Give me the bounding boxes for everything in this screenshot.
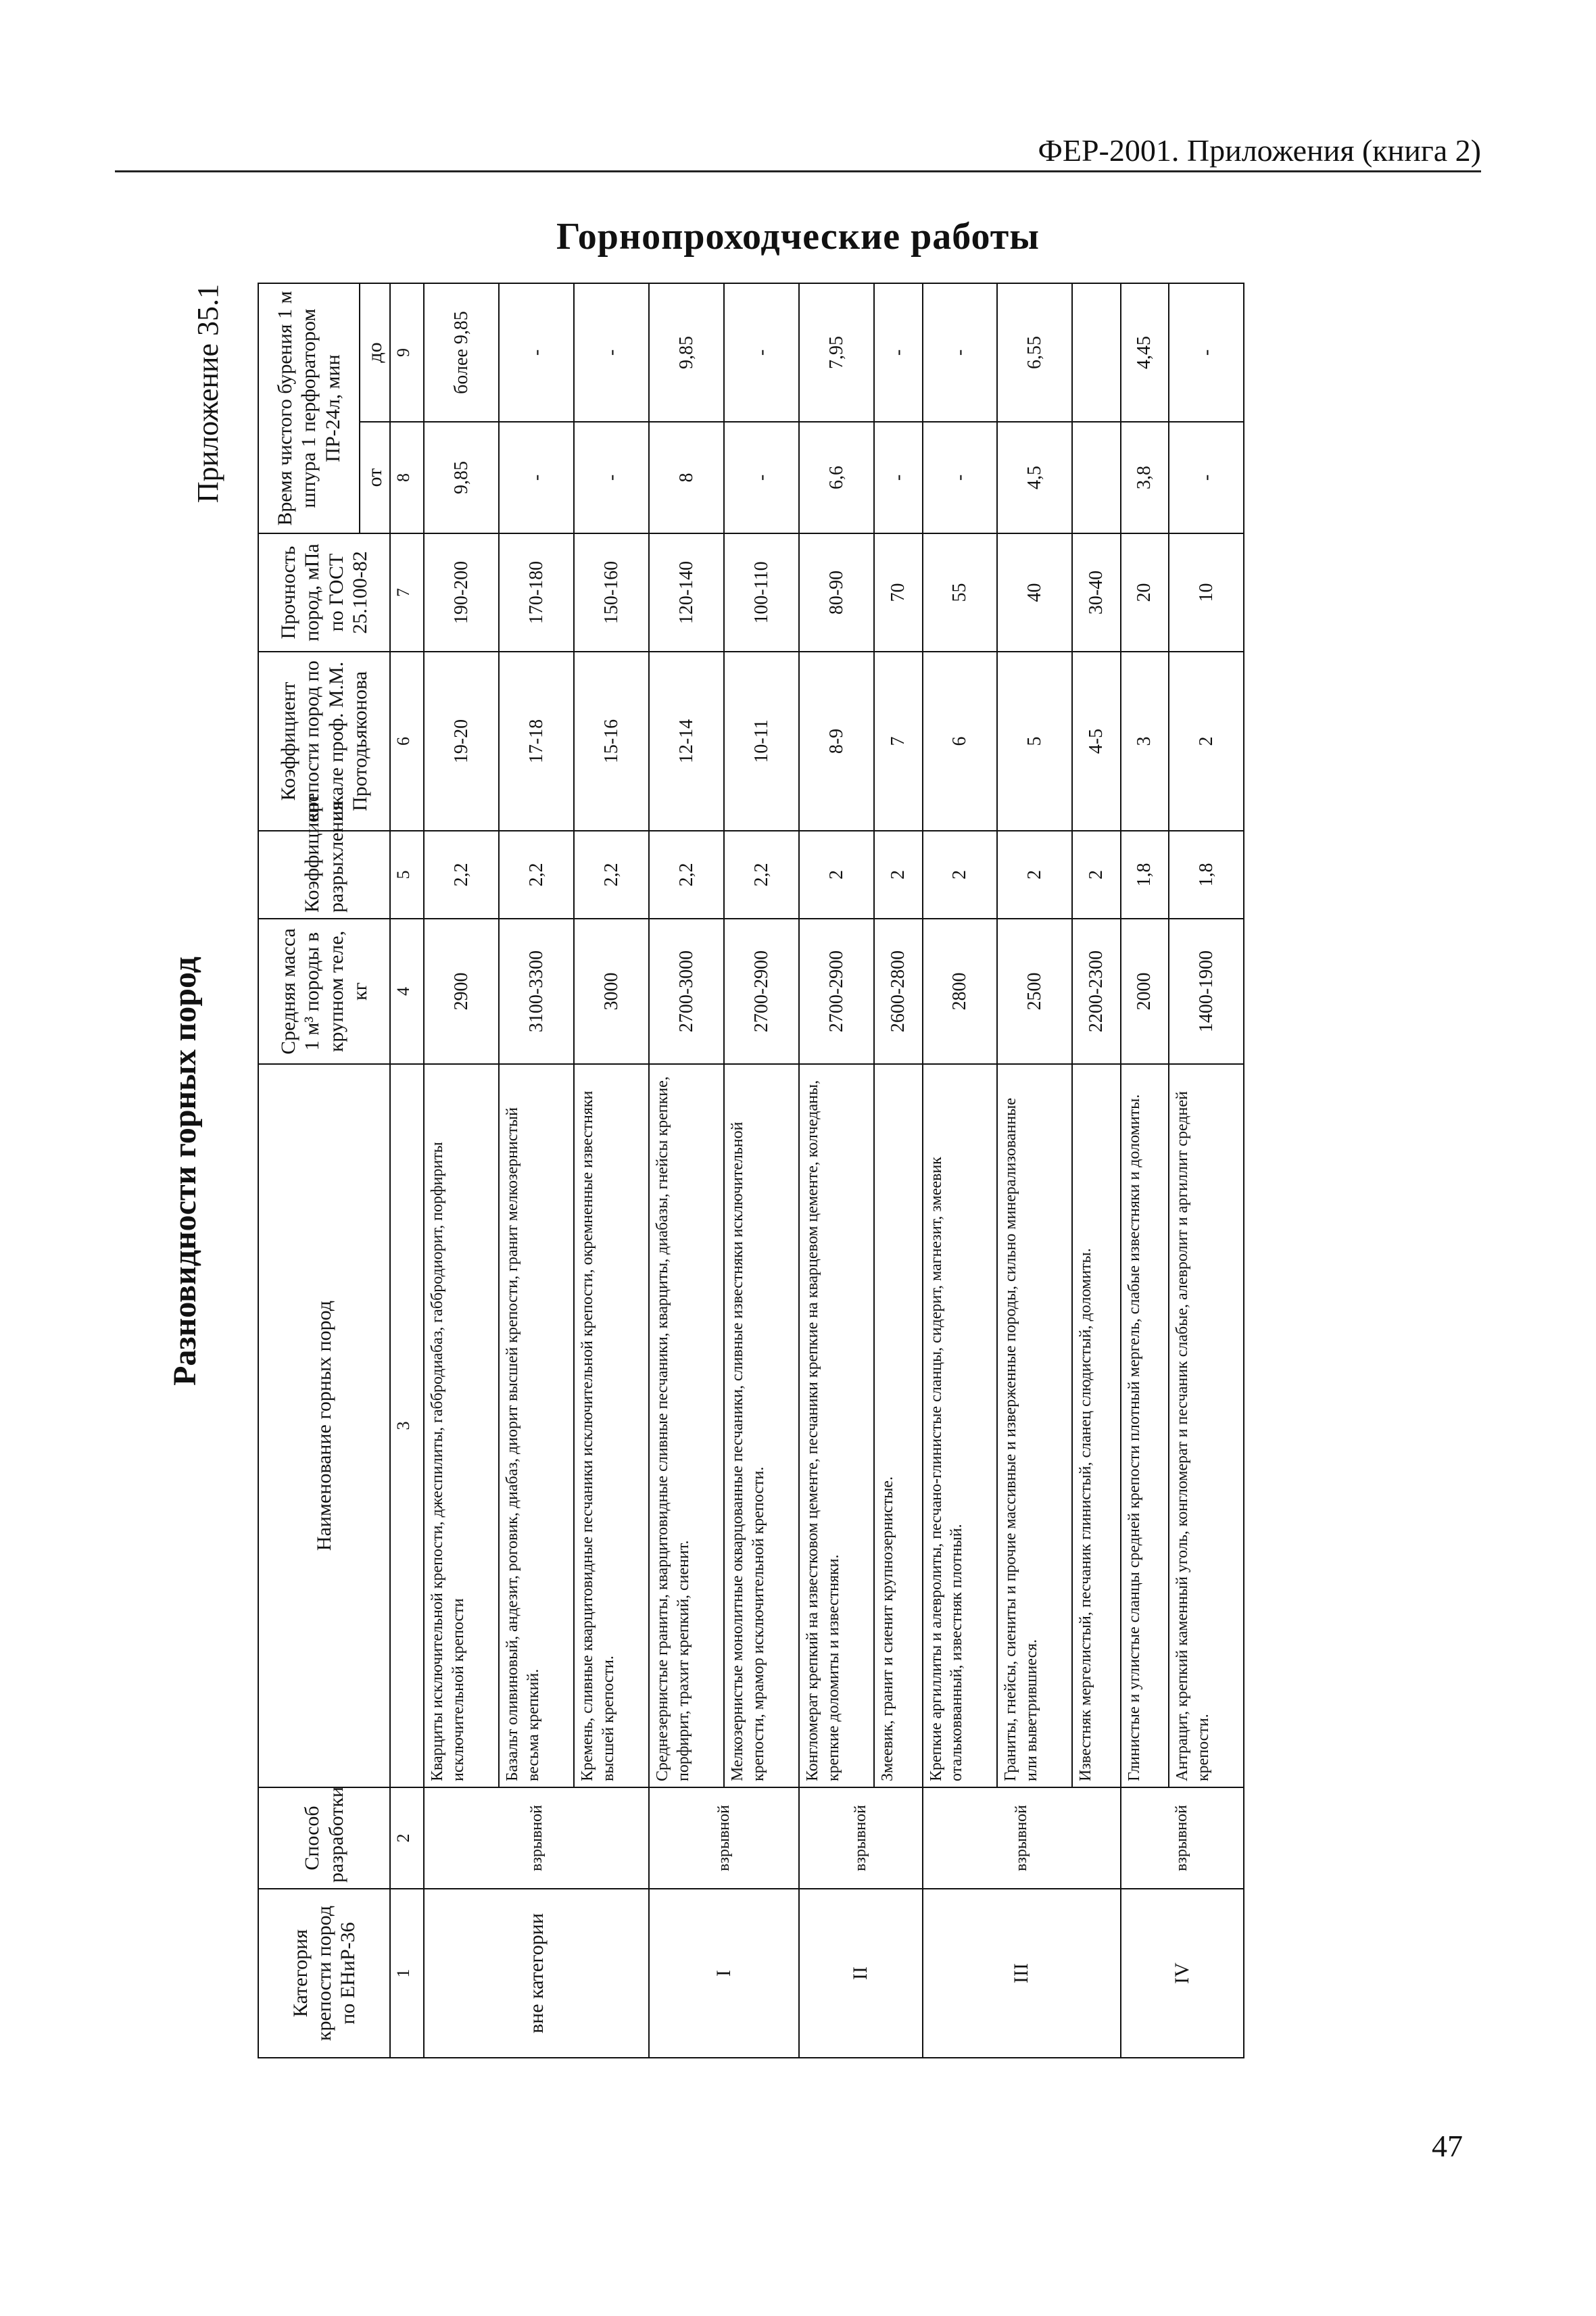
loosening-cell: 2,2: [424, 831, 499, 919]
strength-cell: 120-140: [649, 533, 724, 652]
method-cell: взрывной: [649, 1787, 799, 1889]
table-row: [649, 283, 724, 2058]
drill-to-cell: 7,95: [799, 283, 874, 422]
category-cell: I: [649, 1889, 799, 2058]
header-rule: [115, 170, 1481, 172]
table-row: [923, 283, 998, 2058]
rock-name-cell: Известняк мергелистый, песчаник глинистый, сланец слюдистый, доломиты.: [1072, 1064, 1120, 1787]
col-header-loosening: Коэффициент разрыхления: [258, 831, 390, 919]
column-number: 8: [390, 422, 424, 533]
rock-name-cell: Кремень, сливные кварцитовидные песчаники исключительной крепости, окремненные известняки высшей крепости.: [574, 1064, 649, 1787]
drill-from-cell: -: [724, 422, 799, 533]
table-title: Разновидности горных пород: [167, 957, 203, 1386]
category-cell: IV: [1121, 1889, 1244, 2058]
col-header-to: до: [360, 283, 390, 422]
section-title: Горнопроходческие работы: [556, 216, 1040, 258]
strength-cell: 20: [1121, 533, 1169, 652]
method-cell: взрывной: [424, 1787, 649, 1889]
table-row: [799, 283, 874, 2058]
page-number: 47: [1432, 2129, 1463, 2163]
rock-name-cell: Кварциты исключительной крепости, джеспилиты, габбродиабаз, габбродиорит, порфириты исключительной крепости: [424, 1064, 499, 1787]
loosening-cell: 1,8: [1121, 831, 1169, 919]
rock-name-cell: Среднезернистые граниты, кварцитовидные сливные песчаники, кварциты, диабазы, гнейсы крепкие, порфирит, трахит крепкий, сиенит.: [649, 1064, 724, 1787]
drill-to-cell: -: [499, 283, 574, 422]
mass-cell: 2800: [923, 919, 998, 1064]
mass-cell: 2200-2300: [1072, 919, 1120, 1064]
col-header-name: Наименование горных пород: [258, 1064, 390, 1787]
column-number: 6: [390, 652, 424, 831]
mass-cell: 2600-2800: [874, 919, 922, 1064]
drill-to-cell: -: [874, 283, 922, 422]
drill-from-cell: 4,5: [997, 422, 1072, 533]
loosening-cell: 2: [923, 831, 998, 919]
strength-coef-cell: 2: [1169, 652, 1244, 831]
strength-coef-cell: 7: [874, 652, 922, 831]
drill-to-cell: 4,45: [1121, 283, 1169, 422]
mass-cell: 2500: [997, 919, 1072, 1064]
strength-cell: 55: [923, 533, 998, 652]
loosening-cell: 2: [1072, 831, 1120, 919]
rock-name-cell: Конгломерат крепкий на известковом цементе, песчаники крепкие на кварцевом цементе, колчеданы, крепкие доломиты и известняки.: [799, 1064, 874, 1787]
drill-from-cell: 3,8: [1121, 422, 1169, 533]
column-number-row: [390, 283, 424, 2058]
col-header-method: Способ разработки: [258, 1787, 390, 1889]
category-cell: вне категории: [424, 1889, 649, 2058]
strength-coef-cell: 6: [923, 652, 998, 831]
strength-cell: 80-90: [799, 533, 874, 652]
strength-cell: 170-180: [499, 533, 574, 652]
drill-from-cell: -: [574, 422, 649, 533]
rock-types-table: [258, 283, 1244, 2058]
column-number: 7: [390, 533, 424, 652]
column-number: 3: [390, 1064, 424, 1787]
category-cell: III: [923, 1889, 1121, 2058]
drill-from-cell: -: [1169, 422, 1244, 533]
method-cell: взрывной: [799, 1787, 922, 1889]
column-number: 4: [390, 919, 424, 1064]
mass-cell: 3000: [574, 919, 649, 1064]
col-header-mass: Средняя масса 1 м³ породы в крупном теле, кг: [258, 919, 390, 1064]
loosening-cell: 1,8: [1169, 831, 1244, 919]
strength-coef-cell: 15-16: [574, 652, 649, 831]
method-cell: взрывной: [1121, 1787, 1244, 1889]
drill-to-cell: 6,55: [997, 283, 1072, 422]
mass-cell: 2700-2900: [724, 919, 799, 1064]
mass-cell: 2000: [1121, 919, 1169, 1064]
mass-cell: 2700-2900: [799, 919, 874, 1064]
rock-name-cell: Антрацит, крепкий каменный уголь, конгломерат и песчаник слабые, алевролит и аргиллит средней крепости.: [1169, 1064, 1244, 1787]
col-header-drill-time: Время чистого бурения 1 м шпура 1 перфоратором ПР-24л, мин: [258, 283, 360, 533]
mass-cell: 2700-3000: [649, 919, 724, 1064]
strength-coef-cell: 5: [997, 652, 1072, 831]
strength-cell: 70: [874, 533, 922, 652]
loosening-cell: 2: [997, 831, 1072, 919]
drill-from-cell: [1072, 422, 1120, 533]
col-header-category: Категория крепости пород по ЕНиР-36: [258, 1889, 390, 2058]
rock-types-table-wrap: [258, 284, 1244, 2058]
rock-name-cell: Мелкозернистые монолитные окварцованные песчаники, сливные известняки исключительной крепости, мрамор исключительной крепости.: [724, 1064, 799, 1787]
drill-from-cell: -: [499, 422, 574, 533]
strength-coef-cell: 10-11: [724, 652, 799, 831]
strength-cell: 100-110: [724, 533, 799, 652]
mass-cell: 3100-3300: [499, 919, 574, 1064]
loosening-cell: 2,2: [574, 831, 649, 919]
drill-to-cell: -: [574, 283, 649, 422]
strength-coef-cell: 8-9: [799, 652, 874, 831]
strength-coef-cell: 19-20: [424, 652, 499, 831]
loosening-cell: 2,2: [649, 831, 724, 919]
mass-cell: 1400-1900: [1169, 919, 1244, 1064]
col-header-strength: Прочность пород, мПа по ГОСТ 25.100-82: [258, 533, 390, 652]
drill-to-cell: -: [1169, 283, 1244, 422]
strength-cell: 190-200: [424, 533, 499, 652]
strength-cell: 30-40: [1072, 533, 1120, 652]
drill-to-cell: -: [724, 283, 799, 422]
column-number: 2: [390, 1787, 424, 1889]
drill-to-cell: более 9,85: [424, 283, 499, 422]
rock-name-cell: Змеевик, гранит и сиенит крупнозернистые.: [874, 1064, 922, 1787]
rotated-table-block: [166, 284, 1244, 2058]
strength-coef-cell: 12-14: [649, 652, 724, 831]
drill-to-cell: -: [923, 283, 998, 422]
drill-to-cell: 9,85: [649, 283, 724, 422]
rock-name-cell: Базальт оливиновый, андезит, роговик, диабаз, диорит высшей крепости, гранит мелкозернистый весьма крепкий.: [499, 1064, 574, 1787]
category-cell: II: [799, 1889, 922, 2058]
loosening-cell: 2,2: [499, 831, 574, 919]
column-number: 9: [390, 283, 424, 422]
drill-from-cell: 8: [649, 422, 724, 533]
column-number: 1: [390, 1889, 424, 2058]
strength-cell: 10: [1169, 533, 1244, 652]
loosening-cell: 2,2: [724, 831, 799, 919]
drill-from-cell: -: [923, 422, 998, 533]
drill-from-cell: 6,6: [799, 422, 874, 533]
strength-cell: 150-160: [574, 533, 649, 652]
strength-coef-cell: 4-5: [1072, 652, 1120, 831]
loosening-cell: 2: [874, 831, 922, 919]
appendix-label: Приложение 35.1: [191, 284, 224, 504]
col-header-from: от: [360, 422, 390, 533]
strength-cell: 40: [997, 533, 1072, 652]
document-header: ФЕР-2001. Приложения (книга 2): [1038, 133, 1481, 168]
drill-to-cell: [1072, 283, 1120, 422]
col-header-strength-coef: Коэффициент крепости пород по шкале проф. М.М. Протодьяконова: [258, 652, 390, 831]
drill-from-cell: -: [874, 422, 922, 533]
strength-coef-cell: 3: [1121, 652, 1169, 831]
rock-name-cell: Граниты, гнейсы, сиениты и прочие массивные и изверженные породы, сильно минерализованные или выветрившиеся.: [997, 1064, 1072, 1787]
table-row: [1121, 283, 1169, 2058]
drill-from-cell: 9,85: [424, 422, 499, 533]
strength-coef-cell: 17-18: [499, 652, 574, 831]
rock-name-cell: Глинистые и углистые сланцы средней крепости плотный мергель, слабые известняки и доломиты.: [1121, 1064, 1169, 1787]
rock-name-cell: Крепкие аргиллиты и алевролиты, песчано-глинистые сланцы, сидерит, магнезит, змеевик отальковванный, известняк плотный.: [923, 1064, 998, 1787]
method-cell: взрывной: [923, 1787, 1121, 1889]
table-row: [424, 283, 499, 2058]
loosening-cell: 2: [799, 831, 874, 919]
mass-cell: 2900: [424, 919, 499, 1064]
column-number: 5: [390, 831, 424, 919]
